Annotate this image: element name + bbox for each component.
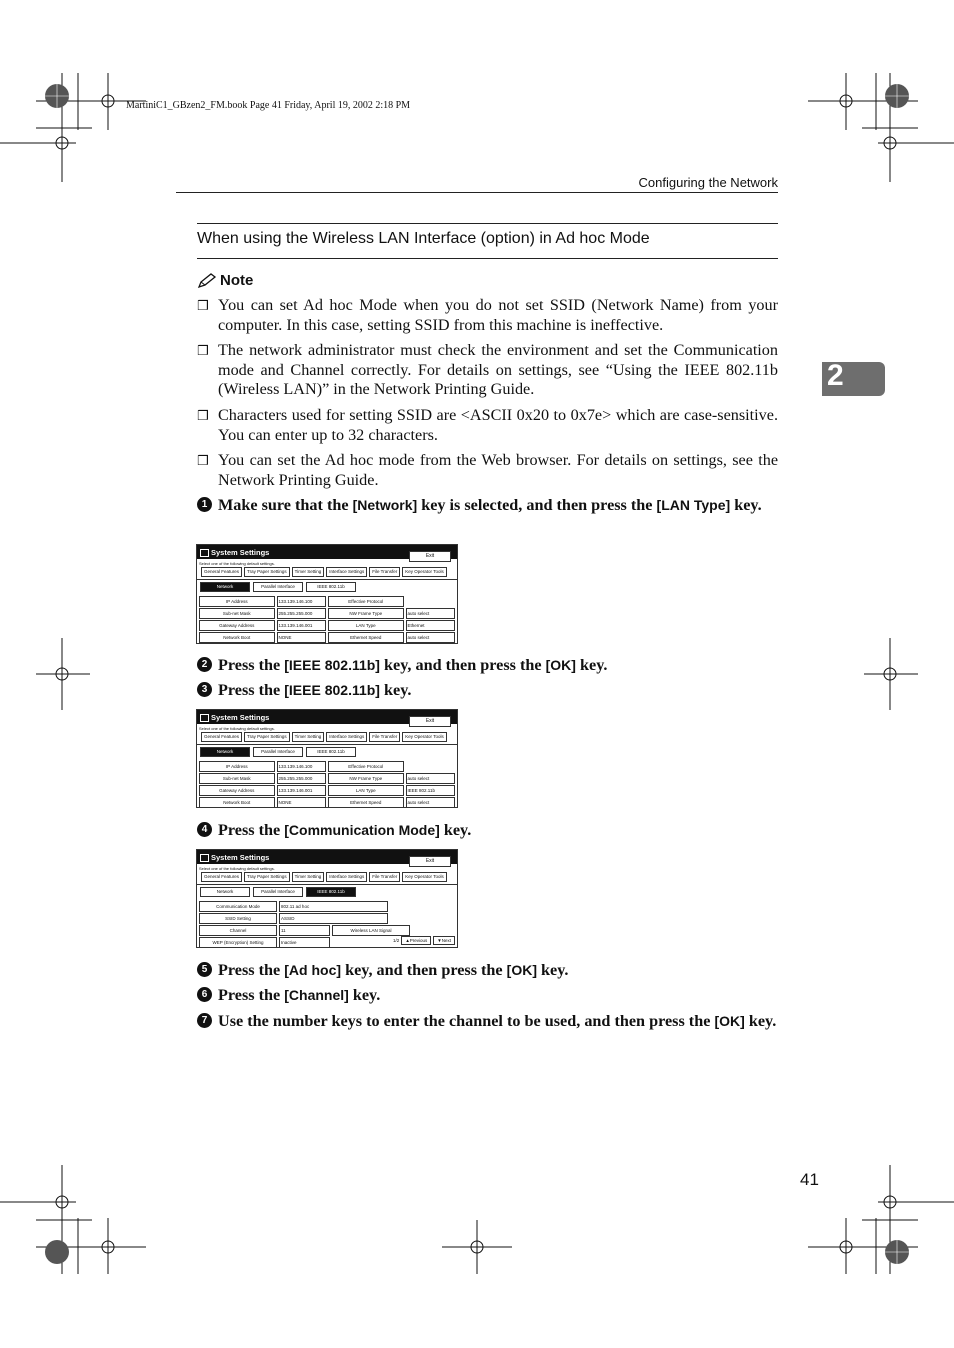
key-name: [Communication Mode]	[284, 822, 440, 838]
page-indicator: 1/2	[393, 938, 400, 943]
step-6: 6 Press the [Channel] key.	[197, 985, 778, 1005]
tab-interface[interactable]: Interface Settings	[326, 872, 367, 882]
tab-timer[interactable]: Timer Setting	[292, 567, 325, 577]
title-bar: System Settings	[197, 850, 457, 864]
key-name: [Channel]	[284, 987, 349, 1003]
tab-file-transfer[interactable]: File Transfer	[369, 567, 400, 577]
tab-timer[interactable]: Timer Setting	[292, 732, 325, 742]
tab-key-operator[interactable]: Key Operator Tools	[402, 732, 446, 742]
tab-tray-paper[interactable]: Tray Paper Settings	[244, 872, 290, 882]
book-info: MartiniC1_GBzen2_FM.book Page 41 Friday, April 19, 2002 2:18 PM	[126, 100, 411, 111]
key-name: [Network]	[352, 497, 418, 513]
checkbox-icon: ❒	[197, 344, 209, 359]
tab-tray-paper[interactable]: Tray Paper Settings	[244, 567, 290, 577]
section-rule-top	[197, 223, 778, 224]
exit-button[interactable]: Exit	[409, 716, 451, 727]
tab-interface[interactable]: Interface Settings	[326, 732, 367, 742]
note-item: ❒ The network administrator must check the environment and set the Communication mode and Channel correctly. For details on settings, see “Using the IEEE 802.11b (Wireless LAN)” in the Network Printing Guide.	[197, 341, 778, 398]
pencil-icon	[197, 273, 217, 289]
subtab-network[interactable]: Network	[200, 747, 250, 757]
subtab-ieee[interactable]: IEEE 802.11b	[306, 887, 356, 897]
note-heading-label: Note	[220, 272, 254, 289]
exit-button[interactable]: Exit	[409, 856, 451, 867]
note-item: ❒ You can set the Ad hoc mode from the Web browser. For details on settings, see the Network Printing Guide.	[197, 451, 778, 489]
subtab-ieee[interactable]: IEEE 802.11b	[306, 747, 356, 757]
step-2: 2 Press the [IEEE 802.11b] key, and then press the [OK] key.	[197, 655, 778, 675]
tab-general-features[interactable]: General Features	[201, 567, 242, 577]
page-number: 41	[800, 1170, 819, 1189]
tab-key-operator[interactable]: Key Operator Tools	[402, 872, 446, 882]
step-number: 4	[197, 822, 212, 837]
exit-button[interactable]: Exit	[409, 551, 451, 562]
key-name: [OK]	[506, 962, 537, 978]
title-bar: System Settings	[197, 545, 457, 559]
next-button[interactable]: ▼Next	[433, 936, 455, 945]
note-item: ❒ Characters used for setting SSID are <ASCII 0x20 to 0x7e> which are case-sensitive. You can enter up to 32 characters.	[197, 406, 778, 444]
key-name: [IEEE 802.11b]	[284, 657, 380, 673]
step-1: 1 Make sure that the [Network] key is selected, and then press the [LAN Type] key.	[197, 495, 778, 515]
step-number: 7	[197, 1013, 212, 1028]
key-name: [LAN Type]	[656, 497, 731, 513]
section-title: When using the Wireless LAN Interface (option) in Ad hoc Mode	[197, 230, 650, 247]
title-bar: System Settings	[197, 710, 457, 724]
tab-file-transfer[interactable]: File Transfer	[369, 872, 400, 882]
tab-general-features[interactable]: General Features	[201, 872, 242, 882]
checkbox-icon: ❒	[197, 454, 209, 469]
step-number: 5	[197, 962, 212, 977]
step-7: 7 Use the number keys to enter the channel to be used, and then press the [OK] key.	[197, 1011, 778, 1031]
section-rule-bottom	[197, 258, 778, 259]
key-name: [OK]	[714, 1013, 745, 1029]
subtab-ieee[interactable]: IEEE 802.11b	[306, 582, 356, 592]
tab-file-transfer[interactable]: File Transfer	[369, 732, 400, 742]
checkbox-icon: ❒	[197, 299, 209, 314]
note-item: ❒ You can set Ad hoc Mode when you do not set SSID (Network Name) from your computer. In this case, setting SSID from this machine is ineffective.	[197, 296, 778, 334]
key-name: [Ad hoc]	[284, 962, 342, 978]
step-4: 4 Press the [Communication Mode] key.	[197, 820, 778, 840]
note-heading	[197, 272, 253, 289]
screenshot-lan-type: System Settings Exit Select one of the following default settings. General Features Tray Paper Settings Timer Setting Interface Settings File Transfer Key Operator Tools Network Parallel Interface IEEE 802.11b IP Address 133.139.146.100 Effective Protocol Sub-net Mask 255.255.255.000 NW Frame Type auto select Gateway Address 133.139.146.001 LAN Type IEEE 802.11b Network Boot NONE Ethernet Speed auto select	[196, 709, 458, 808]
step-3: 3 Press the [IEEE 802.11b] key.	[197, 680, 778, 700]
step-number: 6	[197, 987, 212, 1002]
screenshot-ieee-80211b: System Settings Exit Select one of the following default settings. General Features Tray Paper Settings Timer Setting Interface Settings File Transfer Key Operator Tools Network Parallel Interface IEEE 802.11b Communication Mode 802.11 ad hoc SSID Setting ASSID Channel 11 Wireless LAN Signal WEP (Encryption) Setting Inactive 1/2 ▲Previous ▼Next	[196, 849, 458, 948]
chapter-number: 2	[827, 359, 844, 392]
key-name: [OK]	[545, 657, 576, 673]
subtab-parallel[interactable]: Parallel Interface	[253, 887, 303, 897]
subtab-network[interactable]: Network	[200, 582, 250, 592]
step-number: 1	[197, 497, 212, 512]
step-number: 2	[197, 657, 212, 672]
screenshot-network: System Settings Exit Select one of the following default settings. General Features Tray Paper Settings Timer Setting Interface Settings File Transfer Key Operator Tools Network Parallel Interface IEEE 802.11b IP Address 133.139.146.100 Effective Protocol Sub-net Mask 255.255.255.000 NW Frame Type auto select Gateway Address 133.139.146.001 LAN Type Ethernet Network Boot NONE Ethernet Speed auto select	[196, 544, 458, 644]
subtab-network[interactable]: Network	[200, 887, 250, 897]
settings-icon	[200, 714, 209, 722]
chapter-tab	[822, 359, 885, 396]
subtab-parallel[interactable]: Parallel Interface	[253, 582, 303, 592]
tab-tray-paper[interactable]: Tray Paper Settings	[244, 732, 290, 742]
tab-key-operator[interactable]: Key Operator Tools	[402, 567, 446, 577]
checkbox-icon: ❒	[197, 409, 209, 424]
header-rule	[176, 192, 778, 193]
key-name: [IEEE 802.11b]	[284, 682, 380, 698]
subtab-parallel[interactable]: Parallel Interface	[253, 747, 303, 757]
step-5: 5 Press the [Ad hoc] key, and then press the [OK] key.	[197, 960, 778, 980]
tab-general-features[interactable]: General Features	[201, 732, 242, 742]
previous-button[interactable]: ▲Previous	[401, 936, 431, 945]
tab-interface[interactable]: Interface Settings	[326, 567, 367, 577]
settings-icon	[200, 549, 209, 557]
settings-icon	[200, 854, 209, 862]
step-number: 3	[197, 682, 212, 697]
tab-timer[interactable]: Timer Setting	[292, 872, 325, 882]
running-head: Configuring the Network	[638, 175, 778, 190]
